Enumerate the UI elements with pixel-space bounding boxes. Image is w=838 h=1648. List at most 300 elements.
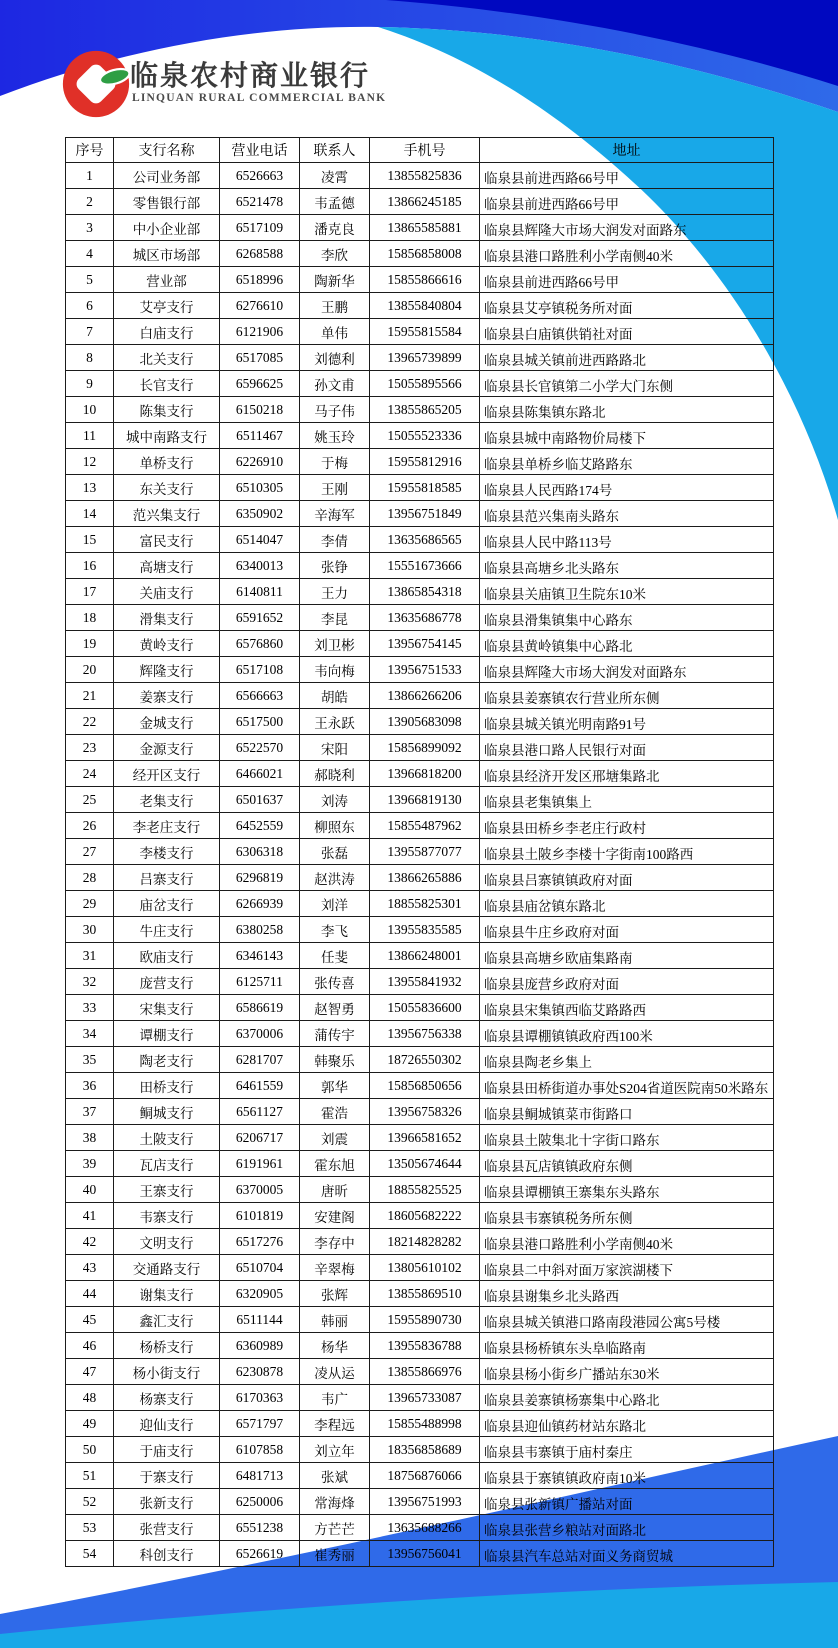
contact-name: 赵智勇: [300, 995, 370, 1021]
address: 临泉县滑集镇集中心路东: [480, 605, 774, 631]
address: 临泉县长官镇第二小学大门东侧: [480, 371, 774, 397]
table-row: [66, 683, 774, 709]
row-number: 5: [66, 267, 114, 293]
contact-name: 胡皓: [300, 683, 370, 709]
table-row: [66, 1489, 774, 1515]
office-phone: 6350902: [220, 501, 300, 527]
branch-name: 公司业务部: [114, 163, 220, 189]
mobile-number: 13855869510: [370, 1281, 480, 1307]
mobile-number: 13956751849: [370, 501, 480, 527]
office-phone: 6517108: [220, 657, 300, 683]
row-number: 7: [66, 319, 114, 345]
branch-name: 北关支行: [114, 345, 220, 371]
branch-name: 科创支行: [114, 1541, 220, 1567]
table-row: [66, 813, 774, 839]
branch-name: 高塘支行: [114, 553, 220, 579]
address: 临泉县白庙镇供销社对面: [480, 319, 774, 345]
address: 临泉县陶老乡集上: [480, 1047, 774, 1073]
row-number: 42: [66, 1229, 114, 1255]
contact-name: 韦广: [300, 1385, 370, 1411]
mobile-number: 18356858689: [370, 1437, 480, 1463]
row-number: 8: [66, 345, 114, 371]
branch-name: 于庙支行: [114, 1437, 220, 1463]
mobile-number: 15955890730: [370, 1307, 480, 1333]
branch-name: 范兴集支行: [114, 501, 220, 527]
bank-name-english: LINQUAN RURAL COMMERCIAL BANK: [132, 92, 387, 104]
row-number: 32: [66, 969, 114, 995]
office-phone: 6266939: [220, 891, 300, 917]
row-number: 14: [66, 501, 114, 527]
row-number: 23: [66, 735, 114, 761]
row-number: 43: [66, 1255, 114, 1281]
office-phone: 6230878: [220, 1359, 300, 1385]
branch-name: 张新支行: [114, 1489, 220, 1515]
address: 临泉县港口路胜利小学南侧40米: [480, 241, 774, 267]
branch-name: 宋集支行: [114, 995, 220, 1021]
row-number: 36: [66, 1073, 114, 1099]
contact-name: 姚玉玲: [300, 423, 370, 449]
row-number: 37: [66, 1099, 114, 1125]
row-number: 52: [66, 1489, 114, 1515]
table-row: [66, 657, 774, 683]
table-row: [66, 891, 774, 917]
contact-name: 马子伟: [300, 397, 370, 423]
branch-name: 艾亭支行: [114, 293, 220, 319]
branch-name: 交通路支行: [114, 1255, 220, 1281]
mobile-number: 13865585881: [370, 215, 480, 241]
contact-name: 于梅: [300, 449, 370, 475]
table-row: [66, 1229, 774, 1255]
table-row: [66, 1515, 774, 1541]
contact-name: 韩丽: [300, 1307, 370, 1333]
address: 临泉县牛庄乡政府对面: [480, 917, 774, 943]
table-row: [66, 1541, 774, 1567]
contact-name: 方芒芒: [300, 1515, 370, 1541]
office-phone: 6281707: [220, 1047, 300, 1073]
contact-name: 李昆: [300, 605, 370, 631]
branch-name: 老集支行: [114, 787, 220, 813]
contact-name: 崔秀丽: [300, 1541, 370, 1567]
table-row: [66, 501, 774, 527]
branch-name: 于寨支行: [114, 1463, 220, 1489]
office-phone: 6591652: [220, 605, 300, 631]
row-number: 51: [66, 1463, 114, 1489]
contact-name: 凌霄: [300, 163, 370, 189]
row-number: 4: [66, 241, 114, 267]
office-phone: 6517500: [220, 709, 300, 735]
column-header: 地址: [480, 138, 774, 163]
table-row: [66, 1385, 774, 1411]
address: 临泉县韦寨镇于庙村秦庄: [480, 1437, 774, 1463]
branch-name: 牛庄支行: [114, 917, 220, 943]
office-phone: 6517085: [220, 345, 300, 371]
contact-name: 韩聚乐: [300, 1047, 370, 1073]
address: 临泉县迎仙镇药材站东路北: [480, 1411, 774, 1437]
branch-name: 吕寨支行: [114, 865, 220, 891]
office-phone: 6370006: [220, 1021, 300, 1047]
mobile-number: 13956756041: [370, 1541, 480, 1567]
office-phone: 6526663: [220, 163, 300, 189]
row-number: 12: [66, 449, 114, 475]
table-row: [66, 423, 774, 449]
address: 临泉县陈集镇东路北: [480, 397, 774, 423]
mobile-number: 13855866976: [370, 1359, 480, 1385]
contact-name: 李存中: [300, 1229, 370, 1255]
branch-name: 营业部: [114, 267, 220, 293]
table-row: [66, 1411, 774, 1437]
mobile-number: 13866245185: [370, 189, 480, 215]
mobile-number: 15955812916: [370, 449, 480, 475]
branch-name: 金城支行: [114, 709, 220, 735]
branch-directory-table: [65, 137, 774, 1567]
contact-name: 刘卫彬: [300, 631, 370, 657]
branch-name: 庙岔支行: [114, 891, 220, 917]
mobile-number: 15055836600: [370, 995, 480, 1021]
contact-name: 霍浩: [300, 1099, 370, 1125]
mobile-number: 13966819130: [370, 787, 480, 813]
office-phone: 6206717: [220, 1125, 300, 1151]
mobile-number: 15551673666: [370, 553, 480, 579]
contact-name: 郝晓利: [300, 761, 370, 787]
office-phone: 6150218: [220, 397, 300, 423]
table-row: [66, 631, 774, 657]
contact-name: 王鹏: [300, 293, 370, 319]
branch-name: 陶老支行: [114, 1047, 220, 1073]
branch-name: 迎仙支行: [114, 1411, 220, 1437]
table-row: [66, 1437, 774, 1463]
branch-name: 李楼支行: [114, 839, 220, 865]
row-number: 48: [66, 1385, 114, 1411]
contact-name: 李倩: [300, 527, 370, 553]
address: 临泉县于寨镇镇政府南10米: [480, 1463, 774, 1489]
mobile-number: 13955835585: [370, 917, 480, 943]
column-header: 支行名称: [114, 138, 220, 163]
address: 临泉县姜寨镇杨寨集中心路北: [480, 1385, 774, 1411]
address: 临泉县人民西路174号: [480, 475, 774, 501]
row-number: 15: [66, 527, 114, 553]
row-number: 40: [66, 1177, 114, 1203]
brand-header: [60, 46, 480, 126]
branch-name: 瓦店支行: [114, 1151, 220, 1177]
office-phone: 6501637: [220, 787, 300, 813]
mobile-number: 15856899092: [370, 735, 480, 761]
column-header: 序号: [66, 138, 114, 163]
contact-name: 宋阳: [300, 735, 370, 761]
mobile-number: 13966818200: [370, 761, 480, 787]
contact-name: 凌从运: [300, 1359, 370, 1385]
branch-name: 张营支行: [114, 1515, 220, 1541]
mobile-number: 13955836788: [370, 1333, 480, 1359]
branch-name: 土陂支行: [114, 1125, 220, 1151]
address: 临泉县韦寨镇税务所东侧: [480, 1203, 774, 1229]
contact-name: 常海烽: [300, 1489, 370, 1515]
row-number: 6: [66, 293, 114, 319]
branch-name: 城中南路支行: [114, 423, 220, 449]
branch-name: 经开区支行: [114, 761, 220, 787]
row-number: 35: [66, 1047, 114, 1073]
office-phone: 6586619: [220, 995, 300, 1021]
branch-name: 陈集支行: [114, 397, 220, 423]
mobile-number: 13866248001: [370, 943, 480, 969]
row-number: 19: [66, 631, 114, 657]
branch-name: 田桥支行: [114, 1073, 220, 1099]
row-number: 24: [66, 761, 114, 787]
office-phone: 6522570: [220, 735, 300, 761]
table-row: [66, 527, 774, 553]
address: 临泉县杨小街乡广播站东30米: [480, 1359, 774, 1385]
table-row: [66, 371, 774, 397]
row-number: 34: [66, 1021, 114, 1047]
address: 临泉县港口路人民银行对面: [480, 735, 774, 761]
branch-name: 谢集支行: [114, 1281, 220, 1307]
row-number: 45: [66, 1307, 114, 1333]
branch-name: 欧庙支行: [114, 943, 220, 969]
office-phone: 6170363: [220, 1385, 300, 1411]
table-header-row: [66, 138, 774, 163]
contact-name: 王刚: [300, 475, 370, 501]
address: 临泉县老集镇集上: [480, 787, 774, 813]
row-number: 1: [66, 163, 114, 189]
table-row: [66, 943, 774, 969]
office-phone: 6517109: [220, 215, 300, 241]
branch-name: 杨小街支行: [114, 1359, 220, 1385]
office-phone: 6566663: [220, 683, 300, 709]
contact-name: 张铮: [300, 553, 370, 579]
mobile-number: 13956758326: [370, 1099, 480, 1125]
mobile-number: 13855865205: [370, 397, 480, 423]
address: 临泉县田桥街道办事处S204省道医院南50米路东: [480, 1073, 774, 1099]
mobile-number: 15856858008: [370, 241, 480, 267]
table-row: [66, 1099, 774, 1125]
contact-name: 辛海军: [300, 501, 370, 527]
mobile-number: 13905683098: [370, 709, 480, 735]
mobile-number: 15855487962: [370, 813, 480, 839]
contact-name: 张磊: [300, 839, 370, 865]
contact-name: 刘震: [300, 1125, 370, 1151]
mobile-number: 15855866616: [370, 267, 480, 293]
office-phone: 6380258: [220, 917, 300, 943]
contact-name: 张斌: [300, 1463, 370, 1489]
table-row: [66, 917, 774, 943]
table-row: [66, 865, 774, 891]
contact-name: 安建阁: [300, 1203, 370, 1229]
table-row: [66, 189, 774, 215]
row-number: 47: [66, 1359, 114, 1385]
mobile-number: 13956751993: [370, 1489, 480, 1515]
office-phone: 6125711: [220, 969, 300, 995]
mobile-number: 15856850656: [370, 1073, 480, 1099]
branch-name: 关庙支行: [114, 579, 220, 605]
address: 临泉县瓦店镇镇政府东侧: [480, 1151, 774, 1177]
office-phone: 6226910: [220, 449, 300, 475]
contact-name: 陶新华: [300, 267, 370, 293]
branch-name: 长官支行: [114, 371, 220, 397]
mobile-number: 13955841932: [370, 969, 480, 995]
contact-name: 潘克良: [300, 215, 370, 241]
branch-name: 鑫汇支行: [114, 1307, 220, 1333]
address: 临泉县人民中路113号: [480, 527, 774, 553]
table-row: [66, 267, 774, 293]
address: 临泉县城中南路物价局楼下: [480, 423, 774, 449]
column-header: 营业电话: [220, 138, 300, 163]
office-phone: 6510704: [220, 1255, 300, 1281]
column-header: 手机号: [370, 138, 480, 163]
row-number: 27: [66, 839, 114, 865]
contact-name: 李欣: [300, 241, 370, 267]
address: 临泉县港口路胜利小学南侧40米: [480, 1229, 774, 1255]
address: 临泉县土陂乡李楼十字街南100路西: [480, 839, 774, 865]
address: 临泉县鲖城镇菜市街路口: [480, 1099, 774, 1125]
row-number: 41: [66, 1203, 114, 1229]
row-number: 18: [66, 605, 114, 631]
office-phone: 6576860: [220, 631, 300, 657]
mobile-number: 15955815584: [370, 319, 480, 345]
row-number: 50: [66, 1437, 114, 1463]
row-number: 30: [66, 917, 114, 943]
table-row: [66, 1073, 774, 1099]
mobile-number: 15955818585: [370, 475, 480, 501]
branch-name: 零售银行部: [114, 189, 220, 215]
branch-name: 黄岭支行: [114, 631, 220, 657]
address: 临泉县城关镇港口路南段港园公寓5号楼: [480, 1307, 774, 1333]
mobile-number: 13866266206: [370, 683, 480, 709]
contact-name: 李程远: [300, 1411, 370, 1437]
table-row: [66, 1255, 774, 1281]
row-number: 10: [66, 397, 114, 423]
branch-name: 单桥支行: [114, 449, 220, 475]
row-number: 46: [66, 1333, 114, 1359]
table-row: [66, 163, 774, 189]
table-row: [66, 787, 774, 813]
contact-name: 唐昕: [300, 1177, 370, 1203]
address: 临泉县关庙镇卫生院东10米: [480, 579, 774, 605]
contact-name: 王力: [300, 579, 370, 605]
table-row: [66, 1463, 774, 1489]
address: 临泉县城关镇前进西路路北: [480, 345, 774, 371]
table-row: [66, 1125, 774, 1151]
mobile-number: 13505674644: [370, 1151, 480, 1177]
office-phone: 6346143: [220, 943, 300, 969]
contact-name: 单伟: [300, 319, 370, 345]
row-number: 13: [66, 475, 114, 501]
address: 临泉县庞营乡政府对面: [480, 969, 774, 995]
address: 临泉县前进西路66号甲: [480, 189, 774, 215]
contact-name: 任斐: [300, 943, 370, 969]
office-phone: 6518996: [220, 267, 300, 293]
branch-name: 姜寨支行: [114, 683, 220, 709]
mobile-number: 13635686565: [370, 527, 480, 553]
table-row: [66, 1281, 774, 1307]
row-number: 20: [66, 657, 114, 683]
table-row: [66, 735, 774, 761]
row-number: 26: [66, 813, 114, 839]
office-phone: 6296819: [220, 865, 300, 891]
address: 临泉县范兴集南头路东: [480, 501, 774, 527]
row-number: 53: [66, 1515, 114, 1541]
contact-name: 韦向梅: [300, 657, 370, 683]
bank-name-chinese: 临泉农村商业银行: [130, 61, 371, 92]
row-number: 22: [66, 709, 114, 735]
branch-name: 滑集支行: [114, 605, 220, 631]
table-row: [66, 605, 774, 631]
mobile-number: 13635688266: [370, 1515, 480, 1541]
table-body: [66, 163, 774, 1567]
mobile-number: 13965733087: [370, 1385, 480, 1411]
office-phone: 6596625: [220, 371, 300, 397]
row-number: 11: [66, 423, 114, 449]
office-phone: 6511144: [220, 1307, 300, 1333]
branch-name: 城区市场部: [114, 241, 220, 267]
office-phone: 6517276: [220, 1229, 300, 1255]
branch-name: 谭棚支行: [114, 1021, 220, 1047]
table-row: [66, 215, 774, 241]
address: 临泉县艾亭镇税务所对面: [480, 293, 774, 319]
contact-name: 柳照东: [300, 813, 370, 839]
table-row: [66, 1203, 774, 1229]
bank-logo-icon: [60, 48, 132, 120]
table-row: [66, 319, 774, 345]
row-number: 31: [66, 943, 114, 969]
address: 临泉县高塘乡欧庙集路南: [480, 943, 774, 969]
address: 临泉县前进西路66号甲: [480, 163, 774, 189]
contact-name: 辛翠梅: [300, 1255, 370, 1281]
mobile-number: 13855825836: [370, 163, 480, 189]
table-row: [66, 397, 774, 423]
office-phone: 6340013: [220, 553, 300, 579]
address: 临泉县姜寨镇农行营业所东侧: [480, 683, 774, 709]
table-row: [66, 709, 774, 735]
office-phone: 6370005: [220, 1177, 300, 1203]
office-phone: 6510305: [220, 475, 300, 501]
contact-name: 刘德利: [300, 345, 370, 371]
table-row: [66, 449, 774, 475]
contact-name: 李飞: [300, 917, 370, 943]
office-phone: 6466021: [220, 761, 300, 787]
address: 临泉县谭棚镇镇政府西100米: [480, 1021, 774, 1047]
address: 临泉县谢集乡北头路西: [480, 1281, 774, 1307]
row-number: 25: [66, 787, 114, 813]
table-row: [66, 293, 774, 319]
branch-name: 中小企业部: [114, 215, 220, 241]
table-row: [66, 1151, 774, 1177]
address: 临泉县宋集镇西临艾路路西: [480, 995, 774, 1021]
branch-name: 杨寨支行: [114, 1385, 220, 1411]
table-row: [66, 1359, 774, 1385]
row-number: 21: [66, 683, 114, 709]
office-phone: 6514047: [220, 527, 300, 553]
mobile-number: 18756876066: [370, 1463, 480, 1489]
table-row: [66, 839, 774, 865]
branch-name: 文明支行: [114, 1229, 220, 1255]
mobile-number: 13955877077: [370, 839, 480, 865]
mobile-number: 18726550302: [370, 1047, 480, 1073]
contact-name: 郭华: [300, 1073, 370, 1099]
office-phone: 6121906: [220, 319, 300, 345]
row-number: 39: [66, 1151, 114, 1177]
office-phone: 6571797: [220, 1411, 300, 1437]
row-number: 16: [66, 553, 114, 579]
table-row: [66, 1333, 774, 1359]
office-phone: 6551238: [220, 1515, 300, 1541]
address: 临泉县吕寨镇镇政府对面: [480, 865, 774, 891]
branch-name: 庞营支行: [114, 969, 220, 995]
mobile-number: 13956751533: [370, 657, 480, 683]
address: 临泉县辉隆大市场大润发对面路东: [480, 215, 774, 241]
table-row: [66, 553, 774, 579]
mobile-number: 13965739899: [370, 345, 480, 371]
address: 临泉县庙岔镇东路北: [480, 891, 774, 917]
table-row: [66, 1021, 774, 1047]
